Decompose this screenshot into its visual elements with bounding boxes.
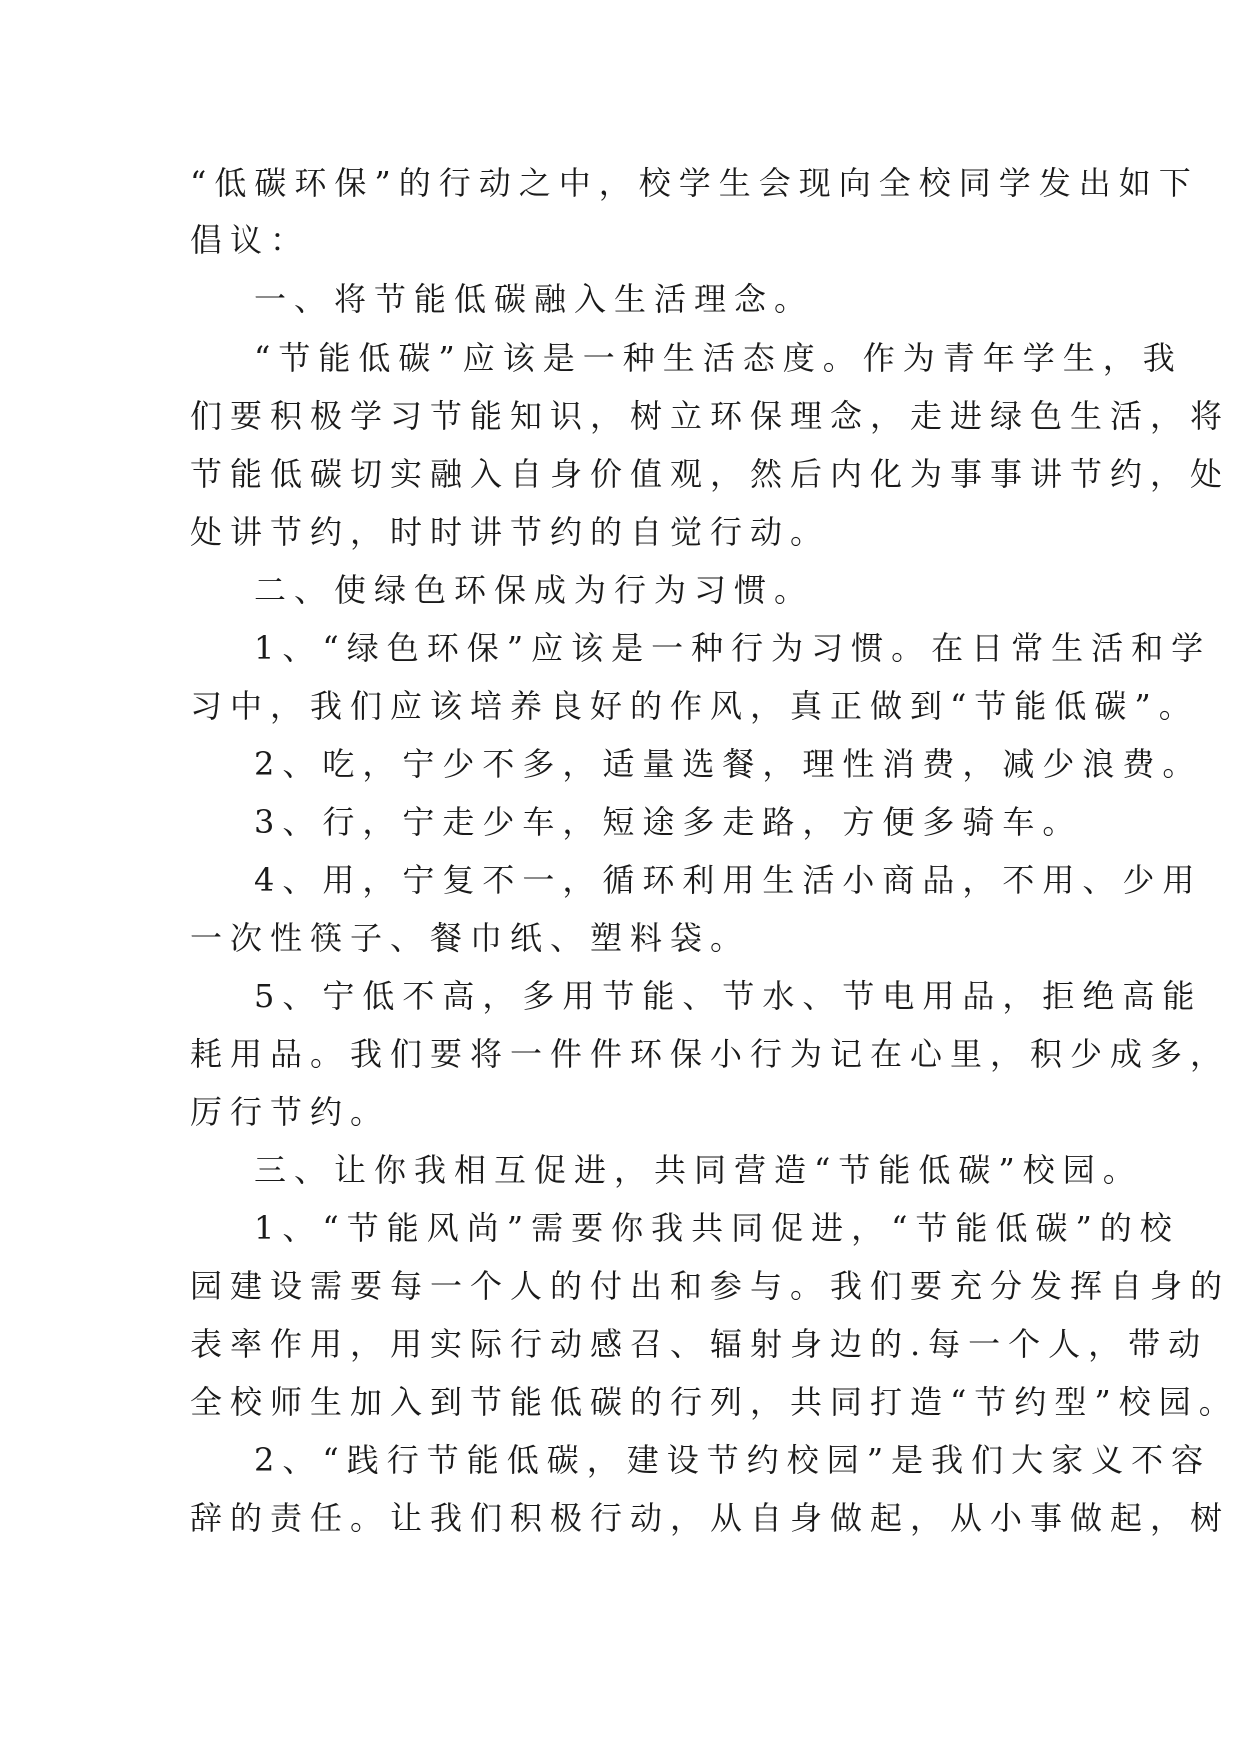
text-line: 1、“节能风尚”需要你我共同促进，“节能低碳”的校 xyxy=(254,1209,1180,1247)
text-line: 处讲节约，时时讲节约的自觉行动。 xyxy=(190,513,831,551)
text-line: 们要积极学习节能知识，树立环保理念，走进绿色生活，将 xyxy=(190,397,1231,435)
text-line: 耗用品。我们要将一件件环保小行为记在心里，积少成多， xyxy=(190,1035,1231,1073)
text-line: “低碳环保”的行动之中，校学生会现向全校同学发出如下 xyxy=(190,164,1199,202)
section-heading: 三、让你我相互促进，共同营造“节能低碳”校园。 xyxy=(254,1151,1143,1189)
text-line: 习中，我们应该培养良好的作风，真正做到“节能低碳”。 xyxy=(190,687,1199,725)
section-heading: 二、使绿色环保成为行为习惯。 xyxy=(254,571,815,609)
text-line: 一次性筷子、餐巾纸、塑料袋。 xyxy=(190,919,751,957)
text-line: 1、“绿色环保”应该是一种行为习惯。在日常生活和学 xyxy=(254,629,1212,667)
text-line: 4、用，宁复不一，循环利用生活小商品，不用、少用 xyxy=(254,861,1203,899)
text-line: 5、宁低不高，多用节能、节水、节电用品，拒绝高能 xyxy=(254,977,1203,1015)
text-line: 厉行节约。 xyxy=(190,1093,391,1131)
text-line: 表率作用，用实际行动感召、辐射身边的.每一个人，带动 xyxy=(190,1325,1209,1363)
text-line: 2、吃，宁少不多，适量选餐，理性消费，减少浪费。 xyxy=(254,745,1203,783)
text-line: 3、行，宁走少车，短途多走路，方便多骑车。 xyxy=(254,803,1083,841)
text-line: 全校师生加入到节能低碳的行列，共同打造“节约型”校园。 xyxy=(190,1383,1239,1421)
text-line: 辞的责任。让我们积极行动，从自身做起，从小事做起，树 xyxy=(190,1499,1231,1537)
text-line: 2、“践行节能低碳，建设节约校园”是我们大家义不容 xyxy=(254,1441,1212,1479)
section-heading: 一、将节能低碳融入生活理念。 xyxy=(254,280,815,318)
text-line: 倡议： xyxy=(190,221,311,259)
text-line: 节能低碳切实融入自身价值观，然后内化为事事讲节约，处 xyxy=(190,455,1231,493)
text-line: “节能低碳”应该是一种生活态度。作为青年学生，我 xyxy=(254,339,1183,377)
text-line: 园建设需要每一个人的付出和参与。我们要充分发挥自身的 xyxy=(190,1267,1231,1305)
